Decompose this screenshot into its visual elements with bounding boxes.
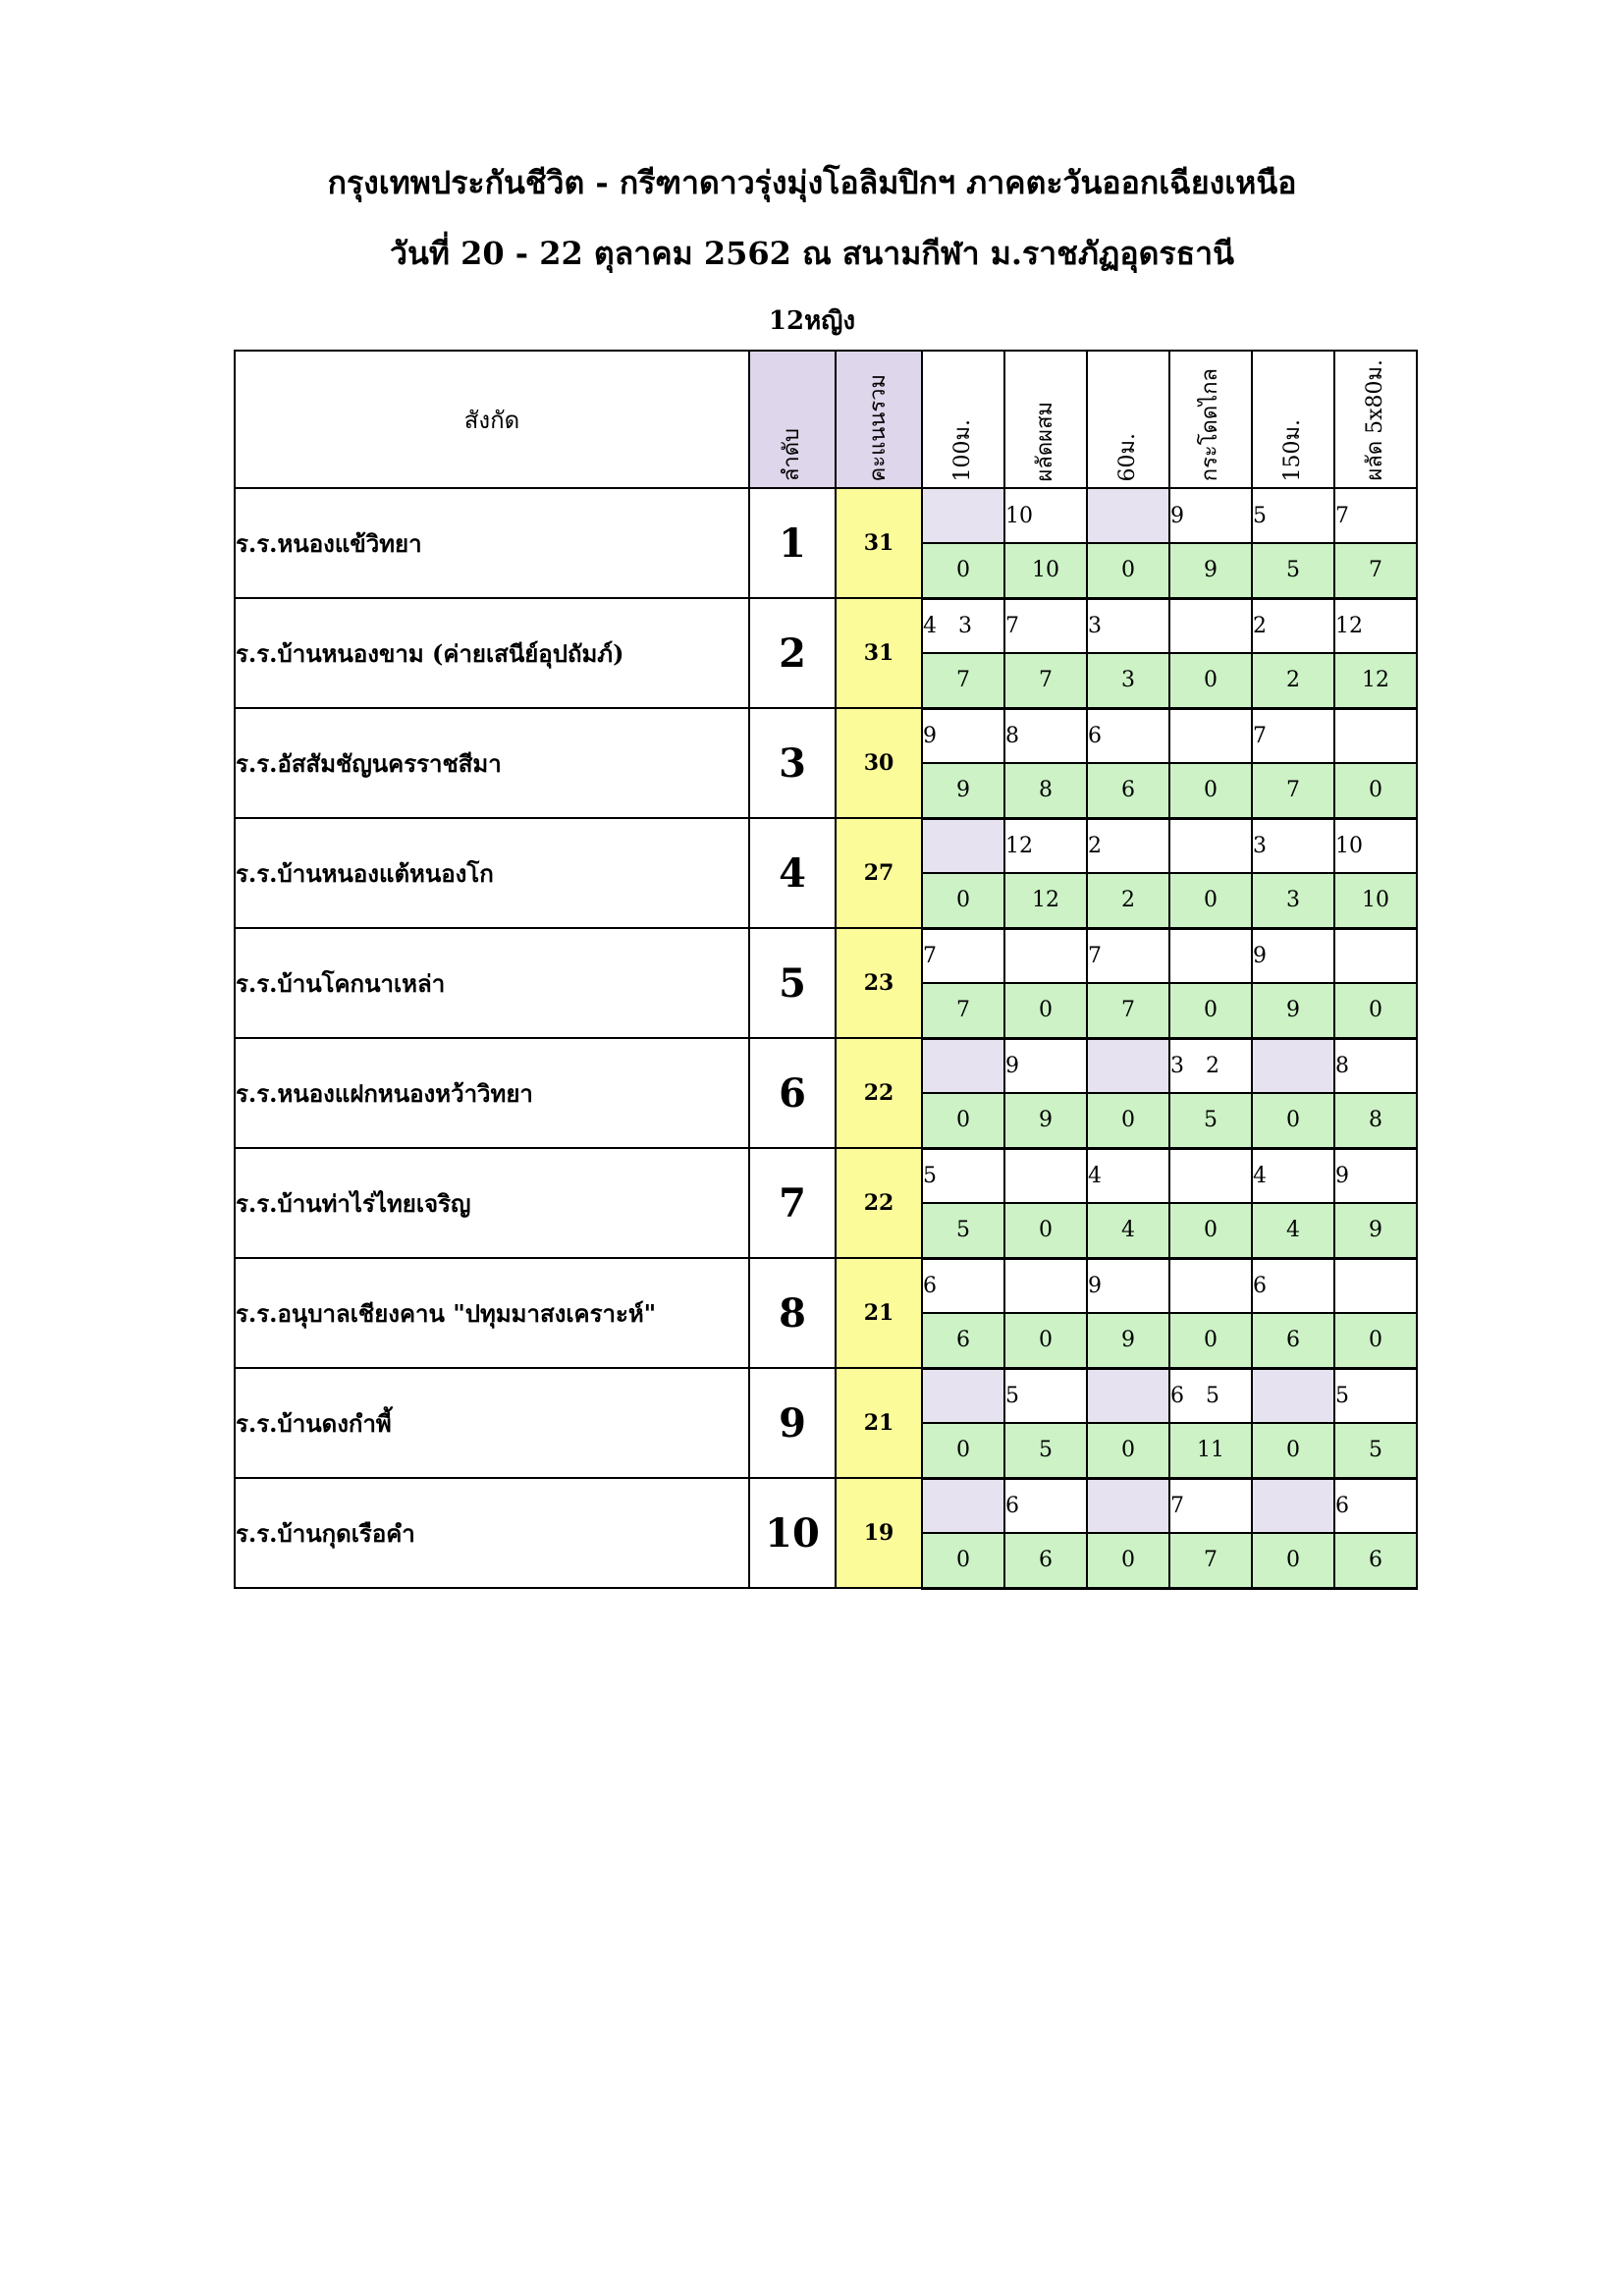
raw-points-group (1005, 504, 1086, 528)
total-score-cell: 21 (836, 1258, 922, 1368)
rank-cell: 9 (749, 1368, 836, 1478)
raw-points-cell (1334, 1148, 1417, 1203)
column-header-event-text: กระโดดไกล (1198, 367, 1222, 481)
raw-points-cell (922, 708, 1004, 763)
raw-points-cell (1252, 708, 1334, 763)
total-score-cell: 31 (836, 598, 922, 708)
column-header-rank-text: ลำดับ (780, 427, 804, 481)
raw-points-value: 5 (1206, 1383, 1219, 1408)
table-row (235, 1038, 1417, 1093)
raw-points-cell (1334, 818, 1417, 873)
rank-cell: 4 (749, 818, 836, 928)
raw-points-group (1253, 944, 1333, 968)
school-name: ร.ร.บ้านดงกำพี้ (235, 1368, 749, 1478)
raw-points-cell (1087, 1258, 1169, 1313)
raw-points-value: 10 (1005, 503, 1033, 528)
raw-points-cell (922, 928, 1004, 983)
raw-points-value: 3 (1088, 613, 1102, 638)
raw-points-cell (1004, 1478, 1087, 1533)
event-points-cell: 7 (1004, 653, 1087, 708)
raw-points-group (1335, 1384, 1416, 1408)
raw-points-value: 9 (1088, 1273, 1102, 1298)
raw-points-cell (1169, 1478, 1252, 1533)
raw-points-value: 9 (1170, 503, 1184, 528)
school-name: ร.ร.บ้านกุดเรือคำ (235, 1478, 749, 1588)
event-points-cell: 7 (1169, 1533, 1252, 1588)
raw-points-value: 7 (1253, 723, 1267, 748)
table-row (235, 598, 1417, 653)
event-points-cell: 6 (1334, 1533, 1417, 1588)
event-points-cell: 0 (1169, 653, 1252, 708)
raw-points-value: 6 (1005, 1493, 1019, 1518)
table-row (235, 1258, 1417, 1313)
event-points-cell: 10 (1334, 873, 1417, 928)
event-points-cell: 6 (922, 1313, 1004, 1368)
raw-points-group (1335, 834, 1416, 858)
school-name: ร.ร.บ้านหนองขาม (ค่ายเสนีย์อุปถัมภ์) (235, 598, 749, 708)
raw-points-group (1253, 614, 1333, 638)
event-points-cell: 7 (922, 653, 1004, 708)
event-points-cell: 0 (922, 1533, 1004, 1588)
event-points-cell: 9 (1087, 1313, 1169, 1368)
raw-points-cell (922, 488, 1004, 543)
raw-points-cell (922, 1148, 1004, 1203)
raw-points-group (923, 1164, 1003, 1188)
raw-points-group (1335, 1164, 1416, 1188)
raw-points-value: 2 (1253, 613, 1267, 638)
total-score-cell: 21 (836, 1368, 922, 1478)
raw-points-value: 3 (1170, 1053, 1184, 1078)
raw-points-group (1170, 504, 1251, 528)
event-points-cell: 0 (1087, 543, 1169, 598)
event-points-cell: 6 (1087, 763, 1169, 818)
raw-points-cell (922, 1478, 1004, 1533)
column-header-org: สังกัด (235, 351, 749, 488)
raw-points-group (1088, 944, 1168, 968)
raw-points-cell (1004, 598, 1087, 653)
total-score-cell: 31 (836, 488, 922, 598)
raw-points-group (1253, 504, 1333, 528)
raw-points-cell (1004, 1258, 1087, 1313)
school-name: ร.ร.บ้านท่าไร่ไทยเจริญ (235, 1148, 749, 1258)
event-points-cell: 6 (1004, 1533, 1087, 1588)
event-points-cell: 0 (1169, 1313, 1252, 1368)
raw-points-value: 6 (1088, 723, 1102, 748)
rank-cell: 3 (749, 708, 836, 818)
rank-cell: 1 (749, 488, 836, 598)
event-points-cell: 9 (1252, 983, 1334, 1038)
raw-points-value: 6 (1335, 1493, 1349, 1518)
raw-points-cell (1169, 708, 1252, 763)
event-points-cell: 5 (1004, 1423, 1087, 1478)
raw-points-cell (1004, 708, 1087, 763)
event-points-cell: 0 (922, 1423, 1004, 1478)
column-header-event-text: ผลัด 5x80ม. (1363, 359, 1387, 481)
total-score-cell: 30 (836, 708, 922, 818)
event-points-cell: 0 (1004, 1203, 1087, 1258)
event-points-cell: 9 (1004, 1093, 1087, 1148)
event-points-cell: 8 (1004, 763, 1087, 818)
column-header-total (836, 351, 922, 488)
raw-points-cell (1252, 1478, 1334, 1533)
raw-points-cell (1169, 1148, 1252, 1203)
rank-cell: 8 (749, 1258, 836, 1368)
raw-points-cell (1169, 928, 1252, 983)
raw-points-group (1253, 834, 1333, 858)
raw-points-cell (922, 1038, 1004, 1093)
event-points-cell: 5 (922, 1203, 1004, 1258)
column-header-event-text: ผลัดผสม (1033, 401, 1057, 481)
table-row (235, 928, 1417, 983)
column-header-event-text: 100ม. (950, 418, 975, 481)
raw-points-group (1335, 614, 1416, 638)
school-name: ร.ร.อนุบาลเชียงคาน "ปทุมมาสงเคราะห์" (235, 1258, 749, 1368)
school-name: ร.ร.หนองแข้วิทยา (235, 488, 749, 598)
raw-points-value: 6 (1170, 1383, 1184, 1408)
results-table (234, 350, 1418, 1590)
column-header-event (1004, 351, 1087, 488)
results-body (235, 488, 1417, 1588)
raw-points-value: 2 (1206, 1053, 1219, 1078)
raw-points-cell (1087, 928, 1169, 983)
column-header-event (1252, 351, 1334, 488)
raw-points-value: 2 (1088, 833, 1102, 858)
raw-points-cell (1334, 708, 1417, 763)
raw-points-cell (1087, 818, 1169, 873)
event-points-cell: 0 (1334, 1313, 1417, 1368)
raw-points-group (1170, 1384, 1251, 1408)
event-points-cell: 9 (922, 763, 1004, 818)
raw-points-cell (1169, 1258, 1252, 1313)
raw-points-value: 9 (1005, 1053, 1019, 1078)
column-header-total-text: คะแนนรวม (866, 373, 891, 481)
raw-points-group (1253, 724, 1333, 748)
raw-points-group (923, 724, 1003, 748)
event-points-cell: 6 (1252, 1313, 1334, 1368)
raw-points-group (1170, 1494, 1251, 1518)
raw-points-cell (1169, 1038, 1252, 1093)
raw-points-group (1088, 1164, 1168, 1188)
raw-points-cell (1169, 488, 1252, 543)
raw-points-cell (1252, 1368, 1334, 1423)
raw-points-group (1170, 1054, 1251, 1078)
school-name: ร.ร.บ้านโคกนาเหล่า (235, 928, 749, 1038)
event-points-cell: 2 (1087, 873, 1169, 928)
event-points-cell: 11 (1169, 1423, 1252, 1478)
page-subtitle-date-venue: วันที่ 20 - 22 ตุลาคม 2562 ณ สนามกีฬา ม.ราชภัฏอุดรธานี (390, 235, 1234, 272)
event-points-cell: 3 (1087, 653, 1169, 708)
raw-points-value: 4 (1253, 1163, 1267, 1188)
raw-points-group (1088, 614, 1168, 638)
raw-points-group (1005, 1054, 1086, 1078)
event-points-cell: 0 (1169, 763, 1252, 818)
event-points-cell: 0 (1087, 1093, 1169, 1148)
event-points-cell: 0 (922, 873, 1004, 928)
event-points-cell: 0 (922, 1093, 1004, 1148)
raw-points-value: 12 (1005, 833, 1033, 858)
event-points-cell: 0 (1169, 983, 1252, 1038)
raw-points-group (1088, 834, 1168, 858)
event-points-cell: 0 (1169, 1203, 1252, 1258)
raw-points-value: 6 (1253, 1273, 1267, 1298)
raw-points-value: 7 (923, 943, 937, 968)
event-points-cell: 7 (922, 983, 1004, 1038)
event-points-cell: 9 (1334, 1203, 1417, 1258)
raw-points-value: 8 (1335, 1053, 1349, 1078)
raw-points-value: 9 (1253, 943, 1267, 968)
column-header-event (922, 351, 1004, 488)
raw-points-cell (1334, 1368, 1417, 1423)
raw-points-cell (1169, 598, 1252, 653)
raw-points-cell (1334, 488, 1417, 543)
raw-points-cell (1334, 1258, 1417, 1313)
raw-points-value: 7 (1005, 613, 1019, 638)
raw-points-cell (922, 818, 1004, 873)
raw-points-cell (1169, 818, 1252, 873)
header-row (235, 351, 1417, 488)
raw-points-cell (1004, 818, 1087, 873)
event-points-cell: 0 (922, 543, 1004, 598)
raw-points-value: 5 (1005, 1383, 1019, 1408)
raw-points-value: 7 (1170, 1493, 1184, 1518)
raw-points-value: 4 (923, 613, 937, 638)
event-points-cell: 0 (1087, 1533, 1169, 1588)
school-name: ร.ร.บ้านหนองแต้หนองโก (235, 818, 749, 928)
event-points-cell: 7 (1334, 543, 1417, 598)
column-header-event-text: 150ม. (1280, 418, 1305, 481)
raw-points-cell (1087, 1038, 1169, 1093)
event-points-cell: 4 (1087, 1203, 1169, 1258)
raw-points-cell (1252, 928, 1334, 983)
raw-points-value: 7 (1088, 943, 1102, 968)
raw-points-value: 7 (1335, 503, 1349, 528)
event-points-cell: 5 (1334, 1423, 1417, 1478)
raw-points-value: 5 (1335, 1383, 1349, 1408)
total-score-cell: 23 (836, 928, 922, 1038)
raw-points-group (1253, 1164, 1333, 1188)
raw-points-cell (1087, 1478, 1169, 1533)
event-points-cell: 0 (1252, 1533, 1334, 1588)
raw-points-group (923, 1274, 1003, 1298)
raw-points-cell (1252, 488, 1334, 543)
event-points-cell: 8 (1334, 1093, 1417, 1148)
event-points-cell: 5 (1169, 1093, 1252, 1148)
rank-cell: 7 (749, 1148, 836, 1258)
event-points-cell: 0 (1004, 983, 1087, 1038)
column-header-event (1169, 351, 1252, 488)
raw-points-group (1253, 1274, 1333, 1298)
event-points-cell: 10 (1004, 543, 1087, 598)
raw-points-value: 9 (923, 723, 937, 748)
event-points-cell: 0 (1004, 1313, 1087, 1368)
raw-points-group (1335, 1494, 1416, 1518)
raw-points-cell (1169, 1368, 1252, 1423)
raw-points-group (1335, 504, 1416, 528)
raw-points-value: 8 (1005, 723, 1019, 748)
raw-points-group (1005, 1494, 1086, 1518)
raw-points-value: 6 (923, 1273, 937, 1298)
raw-points-cell (1334, 1478, 1417, 1533)
event-points-cell: 0 (1252, 1423, 1334, 1478)
raw-points-cell (1087, 1368, 1169, 1423)
raw-points-group (1005, 1384, 1086, 1408)
raw-points-cell (1087, 1148, 1169, 1203)
raw-points-group (1005, 724, 1086, 748)
raw-points-group (1335, 1054, 1416, 1078)
raw-points-value: 9 (1335, 1163, 1349, 1188)
event-points-cell: 0 (1252, 1093, 1334, 1148)
table-row (235, 488, 1417, 543)
event-points-cell: 7 (1252, 763, 1334, 818)
page-title: กรุงเทพประกันชีวิต - กรีฑาดาวรุ่งมุ่งโอลิมปิกฯ ภาคตะวันออกเฉียงเหนือ (327, 164, 1297, 201)
raw-points-cell (1252, 598, 1334, 653)
total-score-cell: 22 (836, 1038, 922, 1148)
category-label: 12หญิง (768, 306, 856, 336)
raw-points-value: 3 (1253, 833, 1267, 858)
raw-points-group (923, 614, 1003, 638)
rank-cell: 6 (749, 1038, 836, 1148)
table-row (235, 1148, 1417, 1203)
raw-points-cell (922, 1368, 1004, 1423)
table-row (235, 1368, 1417, 1423)
raw-points-group (1088, 1274, 1168, 1298)
event-points-cell: 3 (1252, 873, 1334, 928)
raw-points-cell (1087, 488, 1169, 543)
raw-points-cell (1252, 818, 1334, 873)
raw-points-group (1005, 614, 1086, 638)
total-score-cell: 27 (836, 818, 922, 928)
total-score-cell: 22 (836, 1148, 922, 1258)
event-points-cell: 0 (1087, 1423, 1169, 1478)
raw-points-value: 10 (1335, 833, 1363, 858)
table-row (235, 818, 1417, 873)
event-points-cell: 12 (1004, 873, 1087, 928)
raw-points-cell (1004, 1368, 1087, 1423)
raw-points-value: 5 (1253, 503, 1267, 528)
event-points-cell: 0 (1334, 983, 1417, 1038)
table-row (235, 1478, 1417, 1533)
raw-points-group (923, 944, 1003, 968)
raw-points-group (1005, 834, 1086, 858)
table-row (235, 708, 1417, 763)
column-header-event (1334, 351, 1417, 488)
raw-points-cell (1004, 488, 1087, 543)
raw-points-cell (1334, 598, 1417, 653)
raw-points-cell (922, 1258, 1004, 1313)
raw-points-cell (1334, 928, 1417, 983)
raw-points-value: 5 (923, 1163, 937, 1188)
rank-cell: 2 (749, 598, 836, 708)
column-header-event (1087, 351, 1169, 488)
raw-points-cell (1252, 1258, 1334, 1313)
rank-cell: 10 (749, 1478, 836, 1588)
raw-points-cell (1004, 1148, 1087, 1203)
total-score-cell: 19 (836, 1478, 922, 1588)
event-points-cell: 7 (1087, 983, 1169, 1038)
event-points-cell: 12 (1334, 653, 1417, 708)
raw-points-cell (1334, 1038, 1417, 1093)
event-points-cell: 2 (1252, 653, 1334, 708)
raw-points-cell (1087, 708, 1169, 763)
rank-cell: 5 (749, 928, 836, 1038)
raw-points-value: 4 (1088, 1163, 1102, 1188)
school-name: ร.ร.หนองแฝกหนองหว้าวิทยา (235, 1038, 749, 1148)
raw-points-cell (1087, 598, 1169, 653)
column-header-rank (749, 351, 836, 488)
raw-points-cell (1004, 1038, 1087, 1093)
column-header-event-text: 60ม. (1115, 432, 1140, 481)
school-name: ร.ร.อัสสัมชัญนครราชสีมา (235, 708, 749, 818)
event-points-cell: 9 (1169, 543, 1252, 598)
event-points-cell: 0 (1334, 763, 1417, 818)
raw-points-group (1088, 724, 1168, 748)
raw-points-value: 3 (958, 613, 972, 638)
raw-points-cell (922, 598, 1004, 653)
raw-points-cell (1252, 1148, 1334, 1203)
raw-points-cell (1004, 928, 1087, 983)
event-points-cell: 4 (1252, 1203, 1334, 1258)
event-points-cell: 0 (1169, 873, 1252, 928)
raw-points-cell (1252, 1038, 1334, 1093)
raw-points-value: 12 (1335, 613, 1363, 638)
event-points-cell: 5 (1252, 543, 1334, 598)
